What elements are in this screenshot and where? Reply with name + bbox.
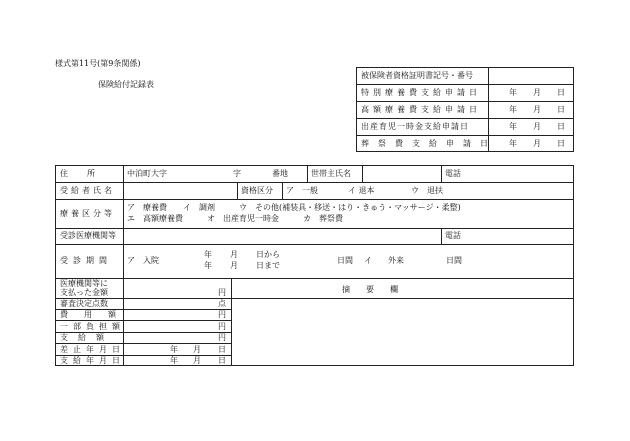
treatment-type-label: 療養区分等 xyxy=(60,209,115,218)
review-points-label: 審査決定点数 xyxy=(60,299,108,308)
period-from: 日から xyxy=(256,250,280,259)
remarks-label: 摘 要 欄 xyxy=(342,285,398,294)
recipient-label: 受給者氏名 xyxy=(60,186,115,195)
banchi-label: 番地 xyxy=(272,169,288,178)
inpatient-days-label: 日間 xyxy=(337,256,353,265)
high-cost-date-label: 高額療養費支給申請日 xyxy=(361,105,481,114)
paid-amount-label-line2: 支払った金額 xyxy=(60,288,108,297)
outpatient-label: イ 外来 xyxy=(364,256,404,265)
address-value: 中泊町大字 xyxy=(127,169,167,178)
copay-amount-label: 一部負担額 xyxy=(60,322,125,331)
form-title: 保険給付記録表 xyxy=(98,80,154,89)
treatment-type-line2: エ 高額療養費 オ 出産育児一時金 カ 葬祭費 xyxy=(127,214,343,223)
facility-phone-label: 電話 xyxy=(445,231,461,240)
phone-label: 電話 xyxy=(445,169,461,178)
inpatient-label: ア 入院 xyxy=(127,256,159,265)
payment-date-label: 支給年月日 xyxy=(60,356,125,365)
childbirth-date-label: 出産育児一時金支給申請日 xyxy=(361,122,469,131)
form-number: 様式第11号(第9条関係) xyxy=(55,59,141,68)
qualification-dependent: ウ 退扶 xyxy=(411,186,443,195)
outpatient-days-label: 日間 xyxy=(446,256,462,265)
period-to: 日まで xyxy=(256,261,280,270)
period-label: 受診期間 xyxy=(60,256,112,265)
suspension-date-label: 差止年月日 xyxy=(60,345,125,354)
address-label: 住 所 xyxy=(60,169,96,178)
cost-amount-label: 費用額 xyxy=(60,310,132,319)
qualification-label: 資格区分 xyxy=(241,186,273,195)
funeral-date-label: 葬祭費支給申請日 xyxy=(361,139,497,148)
aza-label: 字 xyxy=(233,169,241,178)
paid-amount-label-line1: 医療機関等に xyxy=(60,279,108,288)
payment-amount-label: 支給額 xyxy=(60,333,114,342)
benefit-record-form: 様式第11号(第9条関係) 保険給付記録表 被保険者資格証明書記号・番号 特別療養費支給申請日 年 月 日 高額療養費支給申請日 年 月 日 出産育児一時金支給申請日 年 月 日 葬祭費支給申請日 年 月 日 住 所 中泊町大字 字 番地 世帯主氏名 電話 受給者氏名 資格区分 ア 一般 イ 退本 ウ 退扶 療養区分等 ア 療養費 イ 調剤 ウ その他(補装具・移送・はり・きゅう・マッサージ・柔整) エ 高額療養費 オ 出産育児一時金 カ 葬祭費 受診医療機関等 電話 受診期間 ア 入院 年 月 日から 年 月 日まで 日間 イ 外来 日間 医療機関等に 支払った金額 円 審査決定点数 点 費用額 円 一部負担額 円 支給額 円 差止年月日 年 月 日 支給年月日 年 月 日 摘 要 欄 xyxy=(0,0,630,441)
main-record-table xyxy=(55,165,574,366)
qualification-retired: イ 退本 xyxy=(348,186,375,195)
cert-number-label: 被保険者資格証明書記号・番号 xyxy=(361,71,473,80)
household-head-label: 世帯主氏名 xyxy=(311,169,351,178)
facility-label: 受診医療機関等 xyxy=(60,231,116,240)
special-medical-date-label: 特別療養費支給申請日 xyxy=(361,88,481,97)
qualification-general: ア 一般 xyxy=(286,186,318,195)
treatment-type-line1: ア 療養費 イ 調剤 ウ その他(補装具・移送・はり・きゅう・マッサージ・柔整) xyxy=(127,203,461,212)
